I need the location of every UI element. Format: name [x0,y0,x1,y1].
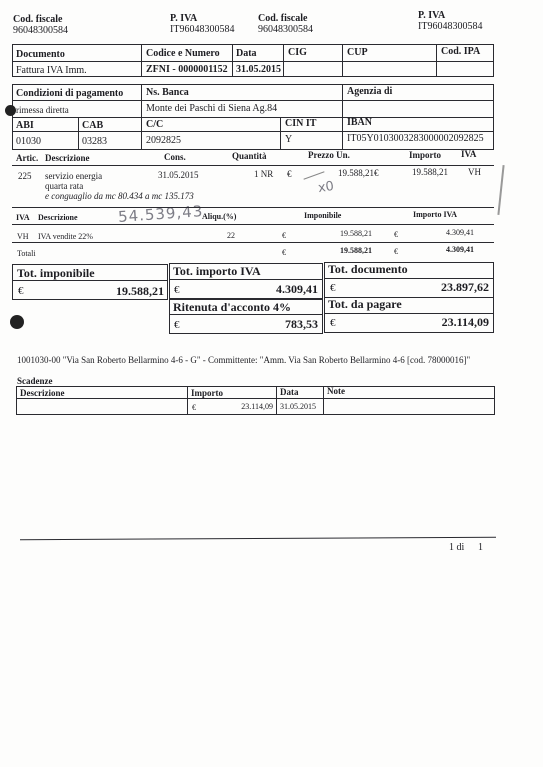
scadenze-importo-label: Importo [191,388,223,398]
header-cod-fiscale-label: Cod. fiscale [13,14,63,25]
cab-label: CAB [82,120,104,131]
vat-row-currency-1: € [282,231,286,240]
vat-tot-importo: 4.309,41 [446,245,474,254]
col-importo: Importo [409,150,441,160]
documento-label: Documento [16,49,65,60]
item-qty: 1 NR [254,169,274,179]
abi-value: 01030 [16,136,41,147]
col-prezzo: Prezzo Un. [308,150,350,160]
banca-value: Monte dei Paschi di Siena Ag.84 [146,103,278,114]
data-label: Data [236,48,257,59]
tot-pagare-currency: € [330,317,336,329]
tot-imponibile-value: 19.588,21 [116,284,164,298]
margin-mark [497,165,504,215]
cin-value: Y [285,134,293,145]
header-piva-value-2: IT96048300584 [418,21,483,32]
vat-totali-label: Totali [17,249,36,258]
header-piva-value: IT96048300584 [170,24,235,35]
cig-label: CIG [288,47,307,58]
item-desc-2: quarta rata [45,181,84,191]
cc-label: C/C [146,119,164,130]
documento-value: Fattura IVA Imm. [16,65,87,76]
item-currency-2: € [374,168,379,178]
scadenze-title: Scadenze [17,376,53,386]
scadenze-importo-value: 23.114,09 [241,402,273,411]
tot-imponibile-currency: € [18,285,24,297]
iban-value: IT05Y0103003283000002092825 [347,133,484,144]
handwritten-note: 54.539,43 [117,202,204,226]
col-quantita: Quantità [232,151,267,161]
reference-line: 1001030-00 "Via San Roberto Bellarmino 4-6 - G" - Committente: "Amm. Via San Roberto Bellarmino 4-6 [cod. 78000016]" [17,355,471,365]
handwritten-mark: x0 [317,178,335,197]
tot-documento-currency: € [330,282,336,294]
item-iva: VH [468,167,481,177]
vat-row-currency-2: € [394,230,398,239]
iban-label: IBAN [347,117,373,128]
col-artic: Artic. [16,153,39,163]
tot-imponibile-label: Tot. imponibile [17,266,95,280]
tot-documento-value: 23.897,62 [441,280,489,294]
header-piva-label-2: P. IVA [418,10,446,21]
vat-tot-currency-2: € [394,247,398,256]
vat-tot-imponibile: 19.588,21 [340,246,372,255]
page-number: 1 di [449,542,465,553]
cod-ipa-label: Cod. IPA [441,46,481,57]
vat-row-importo: 4.309,41 [446,228,474,237]
tot-iva-label: Tot. importo IVA [173,264,261,278]
vat-row-code: VH [17,232,29,241]
scadenze-currency: € [192,403,196,412]
data-value: 31.05.2015 [236,64,281,75]
scadenze-note-label: Note [327,386,345,396]
codice-value: ZFNI - 0000001152 [146,64,228,75]
item-desc-1: servizio energia [45,171,103,181]
item-importo: 19.588,21 [412,167,448,177]
page-total: 1 [478,542,483,553]
col-descrizione: Descrizione [45,153,90,163]
vat-col-importo: Importo IVA [413,210,458,219]
vat-tot-currency-1: € [282,248,286,257]
tot-documento-label: Tot. documento [328,262,408,276]
header-piva-label: P. IVA [170,13,198,24]
tot-iva-currency: € [174,284,180,296]
col-cons: Cons. [164,152,186,162]
vat-row-desc: IVA vendite 22% [38,232,93,241]
header-cod-fiscale-value-2: 96048300584 [258,24,313,35]
vat-col-aliquota: Aliqu.(%) [202,212,237,221]
item-cons: 31.05.2015 [158,170,199,180]
punch-hole-bottom [10,315,24,329]
vat-col-imponibile: Imponibile [304,211,342,220]
scadenze-data-value: 31.05.2015 [280,402,316,411]
condizioni-label: Condizioni di pagamento [16,88,124,99]
col-iva: IVA [461,149,477,159]
header-cod-fiscale-value: 96048300584 [13,25,68,36]
banca-label: Ns. Banca [146,87,189,98]
vat-row-aliquota: 22 [227,231,235,240]
vat-col-descrizione: Descrizione [38,213,78,222]
ritenuta-label: Ritenuta d'acconto 4% [173,300,291,314]
cup-label: CUP [347,47,368,58]
cin-label: CIN IT [285,118,317,129]
vat-col-iva: IVA [16,213,30,222]
scadenze-descrizione-label: Descrizione [20,388,65,398]
item-artic: 225 [18,171,32,181]
cab-value: 03283 [82,136,107,147]
punch-hole-top [5,105,16,116]
scadenze-data-label: Data [280,387,299,397]
ritenuta-value: 783,53 [285,317,318,331]
tot-pagare-value: 23.114,09 [441,315,489,329]
footer-divider [20,537,496,540]
item-prezzo: 19.588,21 [338,168,374,178]
item-desc-3: e conguaglio da mc 80.434 a mc 135.173 [45,191,194,201]
tot-iva-value: 4.309,41 [276,282,318,296]
tot-pagare-label: Tot. da pagare [328,297,402,311]
abi-label: ABI [16,120,34,131]
ritenuta-currency: € [174,319,180,331]
agenzia-label: Agenzia di [347,86,393,97]
condizioni-value: rimessa diretta [16,105,69,115]
cc-value: 2092825 [146,135,181,146]
item-currency-1: € [287,169,292,179]
codice-label: Codice e Numero [146,48,220,59]
header-cod-fiscale-label-2: Cod. fiscale [258,13,308,24]
vat-row-imponibile: 19.588,21 [340,229,372,238]
